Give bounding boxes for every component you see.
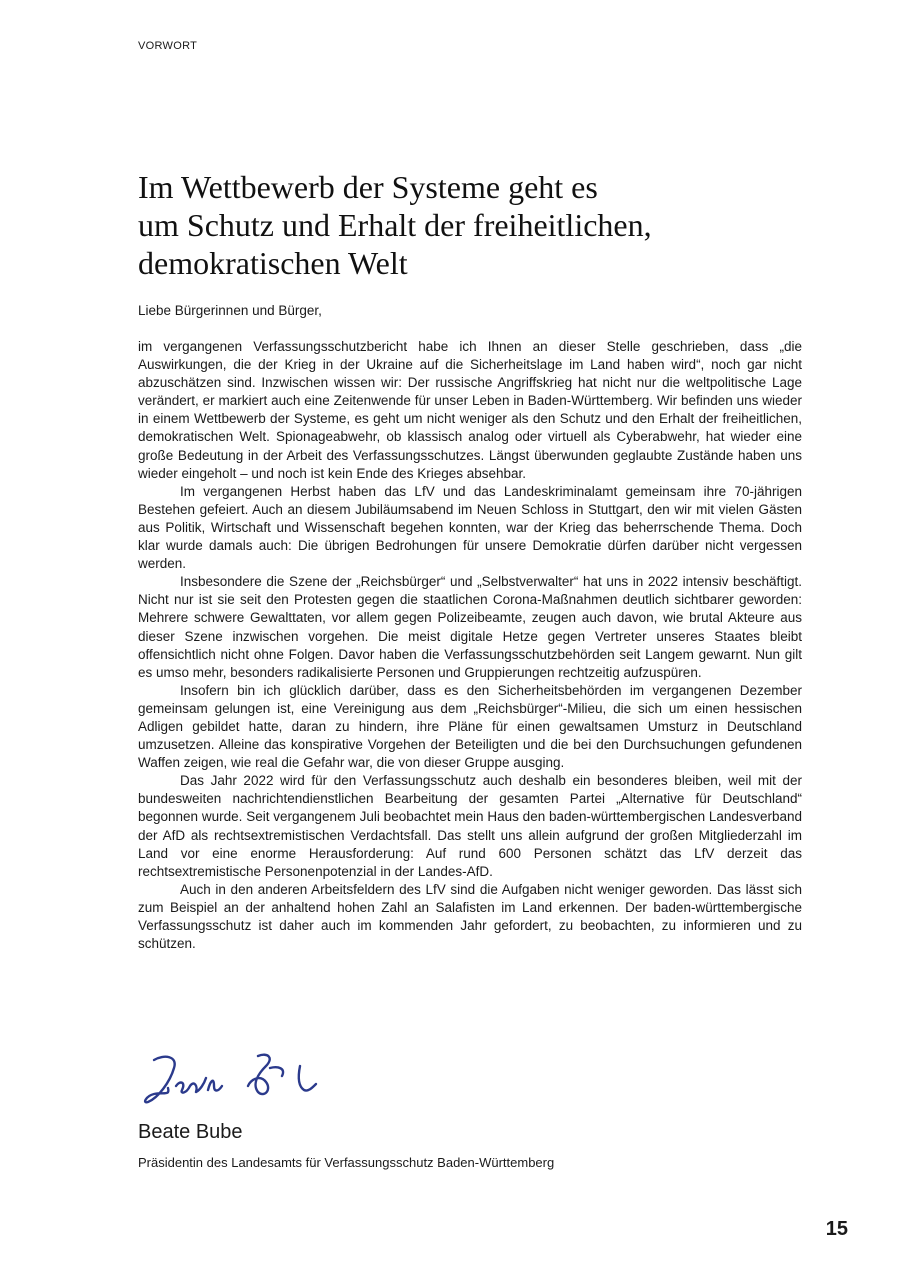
signer-role: Präsidentin des Landesamts für Verfassungsschutz Baden-Württemberg [138, 1155, 555, 1170]
title-line-1: Im Wettbewerb der Systeme geht es [138, 169, 598, 205]
title-line-3: demokratischen Welt [138, 245, 408, 281]
paragraph-4: Insofern bin ich glücklich darüber, dass es den Sicherheitsbehörden im vergangenen Dezember gemeinsam gelungen ist, eine Vereinigung aus dem „Reichsbürger“-Milieu, die sich um einen hessischen Adligen gebildet hatte, daran zu hindern, ihre Pläne für einen gewaltsamen Umsturz in Deutschland umzusetzen. Alleine das konspirative Vorgehen der Beteiligten und die bei den Durchsuchungen gefundenen Waffen zeigen, wie real die Gefahr war, die von dieser Gruppe ausging. [138, 682, 802, 771]
salutation: Liebe Bürgerinnen und Bürger, [138, 303, 322, 318]
signer-name: Beate Bube [138, 1121, 243, 1143]
handwritten-signature [140, 1046, 330, 1110]
paragraph-5: Das Jahr 2022 wird für den Verfassungsschutz auch deshalb ein besonderes bleiben, weil mit der bundesweiten nachrichtendienstlichen Bearbeitung der gesamten Partei „Alternative für Deutschland“ begonnen wurde. Seit vergangenem Juli beobachtet mein Haus den baden-württembergischen Landesverband der AfD als rechtsextremistischen Verdachtsfall. Das stellt uns allein aufgrund der großen Mitgliederzahl im Land vor eine enorme Herausforderung: Auf rund 600 Personen schätzt das LfV derzeit das rechtsextremistische Personenpotenzial in der Landes-AfD. [138, 773, 802, 879]
paragraph-1: im vergangenen Verfassungsschutzbericht habe ich Ihnen an dieser Stelle geschrieben, dass „die Auswirkungen, die der Krieg in der Ukraine auf die Sicherheitslage im Land haben wird“, noch gar nicht abzuschätzen sind. Inzwischen wissen wir: Der russische Angriffskrieg hat nicht nur die weltpolitische Lage verändert, er markiert auch eine Zeitenwende für unser Leben in Baden-Württemberg. Wir befinden uns wieder in einem Wettbewerb der Systeme, es geht um nicht weniger als den Schutz und den Erhalt der freiheitlichen, demokratischen Welt. Spionageabwehr, ob klassisch analog oder virtuell als Cyberabwehr, hat wieder eine große Bedeutung in der Arbeit des Verfassungsschutzes. Längst überwunden geglaubte Zustände haben uns wieder eingeholt – und noch ist kein Ende des Krieges absehbar. [138, 339, 802, 481]
paragraph-2: Im vergangenen Herbst haben das LfV und das Landeskriminalamt gemeinsam ihre 70-jährigen Bestehen gefeiert. Auch an diesem Jubiläumsabend im Neuen Schloss in Stuttgart, den wir mit vielen Gästen aus Politik, Wirtschaft und Wissenschaft begehen konnten, war der Krieg das beherrschende Thema. Doch klar wurde damals auch: Die übrigen Bedrohungen für unsere Demokratie dürfen darüber nicht vergessen werden. [138, 483, 802, 572]
section-label: VORWORT [138, 40, 198, 52]
page-number: 15 [825, 1218, 848, 1240]
body-text [138, 338, 802, 953]
page-title [138, 168, 818, 282]
paragraph-3: Insbesondere die Szene der „Reichsbürger“ und „Selbstverwalter“ hat uns in 2022 intensiv beschäftigt. Nicht nur ist sie seit den Protesten gegen die staatlichen Corona-Maßnahmen deutlich sichtbarer geworden: Mehrere schwere Gewalttaten, vor allem gegen Polizeibeamte, zeugen auch davon, wie brutal Akteure aus dieser Szene inzwischen vorgehen. Die meist digitale Hetze gegen Vertreter unseres Staates bleibt offensichtlich nicht ohne Folgen. Davor haben die Verfassungsschutzbehörden seit Langem gewarnt. Nun gilt es umso mehr, besonders radikalisierte Personen und Gruppierungen rechtzeitig aufzuspüren. [138, 574, 802, 680]
paragraph-6: Auch in den anderen Arbeitsfeldern des LfV sind die Aufgaben nicht weniger geworden. Das lässt sich zum Beispiel an der anhaltend hohen Zahl an Salafisten im Land erkennen. Der baden-württembergische Verfassungsschutz ist daher auch im kommenden Jahr gefordert, zu beobachten, zu informieren und zu schützen. [138, 881, 802, 952]
title-line-2: um Schutz und Erhalt der freiheitlichen, [138, 207, 652, 243]
